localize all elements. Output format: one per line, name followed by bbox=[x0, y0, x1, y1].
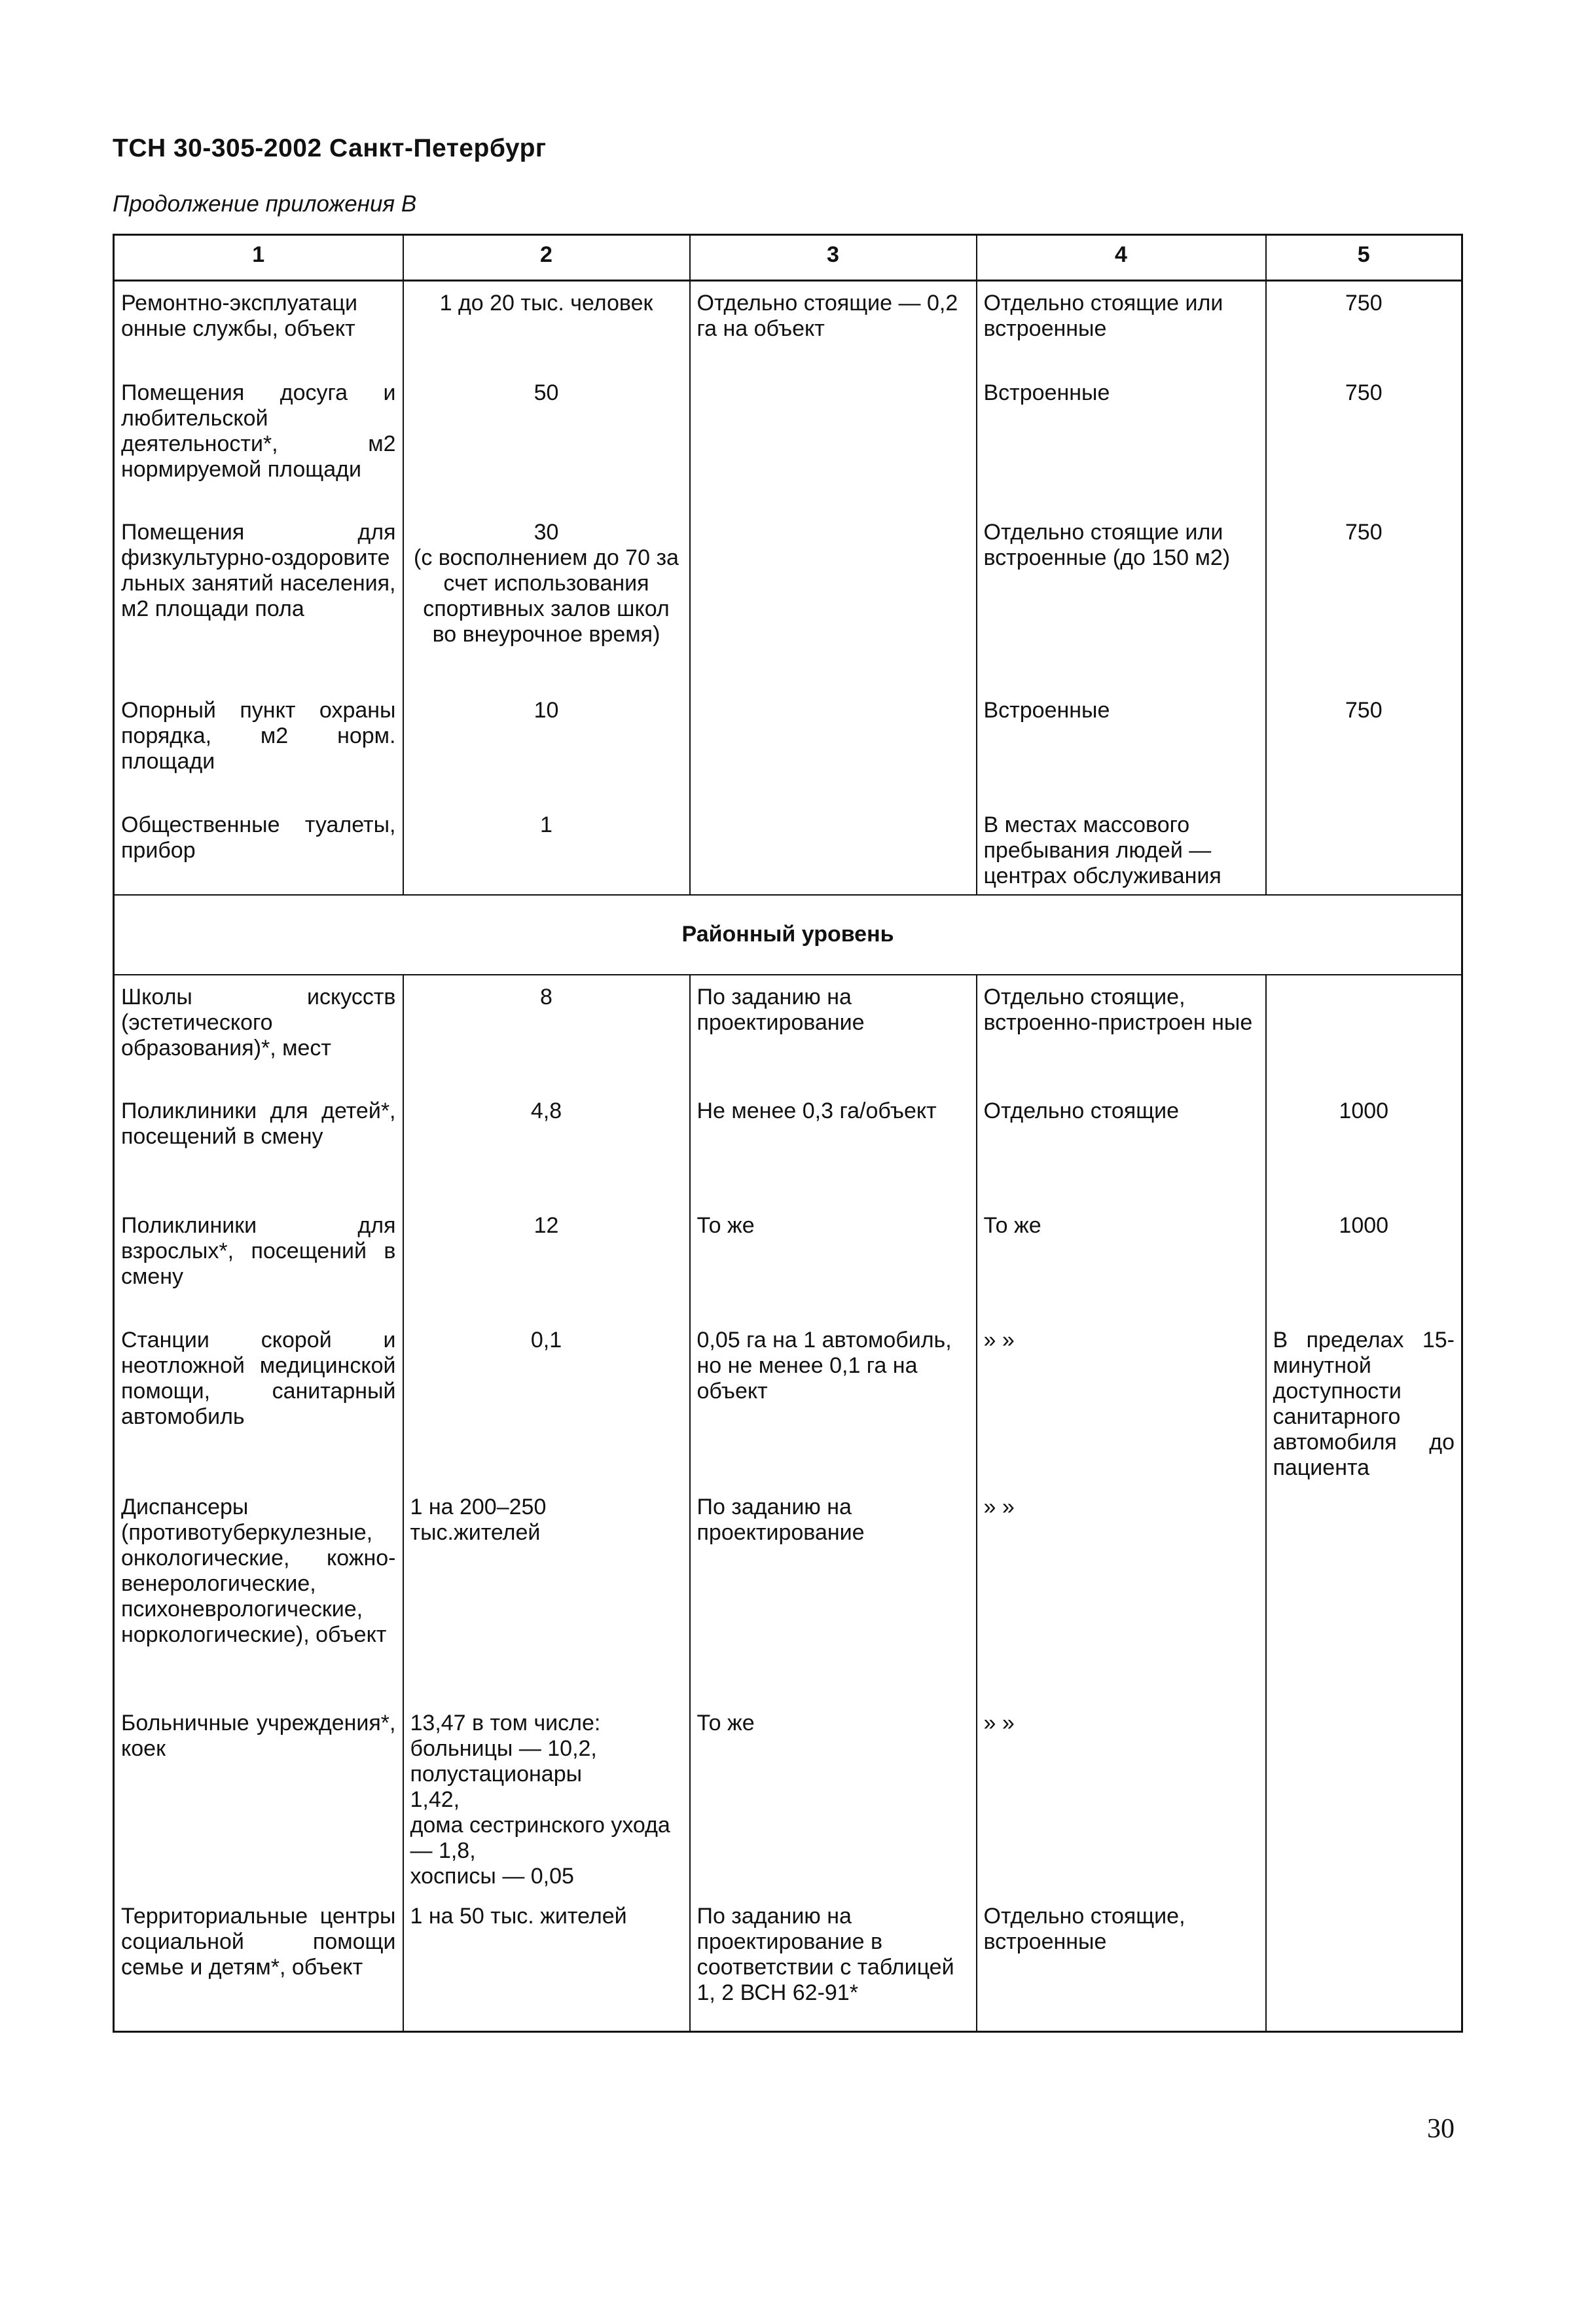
table-row bbox=[114, 281, 1462, 371]
cell-facility: Школы искусств (эстетического образования)*, мест bbox=[114, 975, 403, 1089]
cell-norm: 10 bbox=[403, 689, 690, 803]
cell-placement: В местах массового пребывания людей — центрах обслуживания bbox=[977, 803, 1266, 895]
cell-placement: » » bbox=[977, 1485, 1266, 1701]
cell-land-plot: 0,05 га на 1 автомобиль, но не менее 0,1 га на объект bbox=[690, 1318, 977, 1485]
cell-norm: 4,8 bbox=[403, 1089, 690, 1204]
cell-land-plot: То же bbox=[690, 1204, 977, 1318]
cell-land-plot: По заданию на проектирование в соответствии с таблицей 1, 2 ВСН 62-91* bbox=[690, 1895, 977, 2032]
cell-land-plot: По заданию на проектирование bbox=[690, 975, 977, 1089]
table-header-row bbox=[114, 235, 1462, 281]
cell-norm: 50 bbox=[403, 371, 690, 511]
page-number: 30 bbox=[1427, 2114, 1455, 2144]
cell-placement: » » bbox=[977, 1701, 1266, 1895]
cell-facility: Помещения для физкультурно-оздоровите льных занятий населения, м2 площади пола bbox=[114, 511, 403, 689]
table-row bbox=[114, 1089, 1462, 1204]
cell-radius: 750 bbox=[1266, 281, 1462, 371]
cell-norm: 1 на 200–250 тыс.жителей bbox=[403, 1485, 690, 1701]
cell-land-plot bbox=[690, 803, 977, 895]
document-title: ТСН 30-305-2002 Санкт-Петербург bbox=[113, 134, 547, 162]
cell-norm: 30 (с восполнением до 70 за счет использования спортивных залов школ во внеурочное время) bbox=[403, 511, 690, 689]
table-row bbox=[114, 975, 1462, 1089]
cell-norm: 13,47 в том числе: больницы — 10,2, полустационары 1,42, дома сестринского ухода — 1,8, хосписы — 0,05 bbox=[403, 1701, 690, 1895]
cell-land-plot bbox=[690, 511, 977, 689]
column-header: 1 bbox=[114, 235, 403, 281]
cell-facility: Больничные учреждения*, коек bbox=[114, 1701, 403, 1895]
cell-radius: 1000 bbox=[1266, 1204, 1462, 1318]
table-row bbox=[114, 1485, 1462, 1701]
continuation-caption: Продолжение приложения В bbox=[113, 191, 417, 217]
cell-norm: 1 bbox=[403, 803, 690, 895]
cell-facility: Поликлиники для детей*, посещений в смену bbox=[114, 1089, 403, 1204]
cell-land-plot bbox=[690, 689, 977, 803]
cell-norm: 0,1 bbox=[403, 1318, 690, 1485]
table-row bbox=[114, 1318, 1462, 1485]
cell-facility: Территориальные центры социальной помощи семье и детям*, объект bbox=[114, 1895, 403, 2032]
cell-facility: Диспансеры (противотуберкулезные, онкологические, кожно-венерологические, психоневрологические, норкологические), объект bbox=[114, 1485, 403, 1701]
table-row bbox=[114, 1895, 1462, 2032]
table-row bbox=[114, 689, 1462, 803]
cell-facility: Поликлиники для взрослых*, посещений в смену bbox=[114, 1204, 403, 1318]
cell-facility: Помещения досуга и любительской деятельности*, м2 нормируемой площади bbox=[114, 371, 403, 511]
section-title: Районный уровень bbox=[114, 895, 1462, 975]
cell-placement: То же bbox=[977, 1204, 1266, 1318]
cell-radius: 750 bbox=[1266, 371, 1462, 511]
column-header: 2 bbox=[403, 235, 690, 281]
cell-facility: Станции скорой и неотложной медицинской помощи, санитарный автомобиль bbox=[114, 1318, 403, 1485]
cell-placement: Встроенные bbox=[977, 689, 1266, 803]
cell-placement: » » bbox=[977, 1318, 1266, 1485]
cell-placement: Отдельно стоящие, встроенные bbox=[977, 1895, 1266, 2032]
cell-radius bbox=[1266, 1895, 1462, 2032]
column-header: 3 bbox=[690, 235, 977, 281]
table-row bbox=[114, 803, 1462, 895]
cell-radius bbox=[1266, 803, 1462, 895]
cell-placement: Встроенные bbox=[977, 371, 1266, 511]
column-header: 4 bbox=[977, 235, 1266, 281]
cell-placement: Отдельно стоящие bbox=[977, 1089, 1266, 1204]
appendix-table bbox=[113, 234, 1463, 2033]
cell-radius: 750 bbox=[1266, 511, 1462, 689]
cell-radius bbox=[1266, 1701, 1462, 1895]
cell-land-plot: Отдельно стоящие — 0,2 га на объект bbox=[690, 281, 977, 371]
cell-radius: 1000 bbox=[1266, 1089, 1462, 1204]
cell-radius bbox=[1266, 975, 1462, 1089]
cell-facility: Ремонтно-эксплуатаци онные службы, объект bbox=[114, 281, 403, 371]
cell-placement: Отдельно стоящие, встроенно-пристроен ные bbox=[977, 975, 1266, 1089]
cell-facility: Общественные туалеты, прибор bbox=[114, 803, 403, 895]
column-header: 5 bbox=[1266, 235, 1462, 281]
cell-land-plot bbox=[690, 371, 977, 511]
cell-land-plot: По заданию на проектирование bbox=[690, 1485, 977, 1701]
cell-placement: Отдельно стоящие или встроенные (до 150 м2) bbox=[977, 511, 1266, 689]
table-row bbox=[114, 511, 1462, 689]
cell-placement: Отдельно стоящие или встроенные bbox=[977, 281, 1266, 371]
section-row bbox=[114, 895, 1462, 975]
table-row bbox=[114, 1701, 1462, 1895]
table-row bbox=[114, 371, 1462, 511]
cell-norm: 1 до 20 тыс. человек bbox=[403, 281, 690, 371]
cell-land-plot: Не менее 0,3 га/объект bbox=[690, 1089, 977, 1204]
cell-radius: 750 bbox=[1266, 689, 1462, 803]
table-row bbox=[114, 1204, 1462, 1318]
cell-norm: 8 bbox=[403, 975, 690, 1089]
cell-facility: Опорный пункт охраны порядка, м2 норм. площади bbox=[114, 689, 403, 803]
cell-radius bbox=[1266, 1485, 1462, 1701]
cell-radius: В пределах 15-минутной доступности санитарного автомобиля до пациента bbox=[1266, 1318, 1462, 1485]
cell-norm: 1 на 50 тыс. жителей bbox=[403, 1895, 690, 2032]
cell-norm: 12 bbox=[403, 1204, 690, 1318]
cell-land-plot: То же bbox=[690, 1701, 977, 1895]
